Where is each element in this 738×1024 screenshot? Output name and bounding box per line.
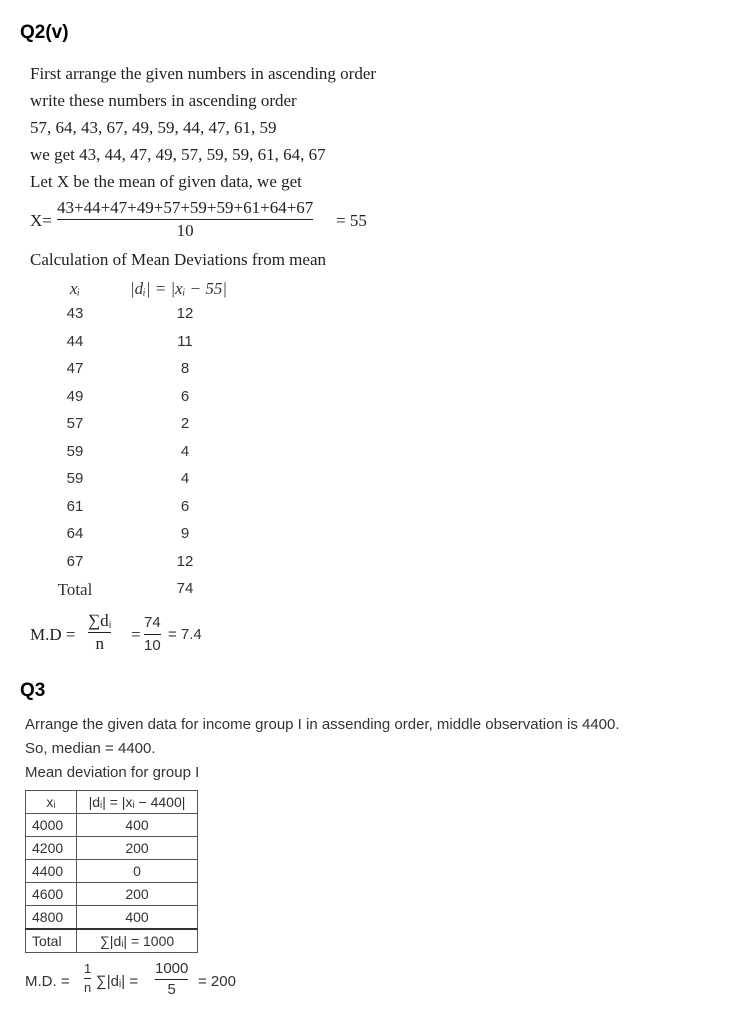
- table-cell: 59: [66, 470, 84, 487]
- table-cell: 0: [77, 860, 198, 883]
- q2-calc-title: Calculation of Mean Deviations from mean: [30, 250, 326, 269]
- q3-line-1: Arrange the given data for income group I in assending order, middle observation is 4400.: [25, 716, 620, 733]
- table-cell: 12: [176, 553, 194, 570]
- q3-line-3: Mean deviation for group I: [25, 764, 200, 781]
- q3-md-fraction-1: [84, 961, 91, 996]
- table-cell: 4000: [26, 814, 77, 837]
- table-cell: 67: [66, 553, 84, 570]
- table-row: [26, 883, 198, 906]
- q2-md-den-1: n: [95, 634, 104, 653]
- q2-heading: Q2(v): [20, 22, 69, 43]
- table-cell: 200: [77, 883, 198, 906]
- table-total-row: [26, 929, 198, 953]
- table-cell: 200: [77, 837, 198, 860]
- q3-heading: Q3: [20, 680, 46, 701]
- q2-mean-numerator: 43+44+47+49+57+59+59+61+64+67: [57, 198, 314, 217]
- q2-total-value: 74: [176, 580, 194, 597]
- table-cell: 64: [66, 525, 84, 542]
- q2-line-3: 57, 64, 43, 67, 49, 59, 44, 47, 61, 59: [30, 118, 277, 137]
- q2-md-num-2: 74: [144, 614, 161, 631]
- table-row: [26, 837, 198, 860]
- q3-md-lhs: M.D. =: [25, 973, 70, 990]
- table-cell: 4800: [26, 906, 77, 930]
- table-cell: 4: [180, 470, 190, 487]
- q2-mean-fraction: [57, 198, 313, 241]
- q2-mean-result: = 55: [336, 211, 367, 230]
- q3-line-2: So, median = 4400.: [25, 740, 156, 757]
- q2-mean-lhs: X=: [30, 211, 52, 230]
- q2-line-1: First arrange the given numbers in ascending order: [30, 64, 377, 83]
- q2-mean-denominator: 10: [176, 221, 194, 240]
- table-cell: 6: [180, 388, 190, 405]
- q2-md-num-1: ∑dᵢ: [88, 611, 112, 630]
- table-row: [26, 814, 198, 837]
- table-cell: 400: [77, 906, 198, 930]
- table-cell: 4: [180, 443, 190, 460]
- table-cell: 8: [180, 360, 190, 377]
- q2-line-2: write these numbers in ascending order: [30, 91, 297, 110]
- fraction-bar: [57, 219, 313, 220]
- q3-md-den-1: n: [84, 980, 92, 995]
- table-cell: 59: [66, 443, 84, 460]
- table-cell: 49: [66, 388, 84, 405]
- q2-line-4: we get 43, 44, 47, 49, 57, 59, 59, 61, 64, 67: [30, 145, 326, 164]
- q3-md-num-1: 1: [84, 961, 92, 976]
- fraction-bar: [155, 979, 188, 980]
- fraction-bar: [144, 634, 161, 635]
- fraction-bar: [88, 632, 111, 633]
- q2-col-di-header: |dᵢ| = |xᵢ − 55|: [130, 279, 228, 298]
- q2-md-fraction-1: [88, 611, 111, 654]
- table-cell: 57: [66, 415, 84, 432]
- q3-md-result: = 200: [198, 973, 236, 990]
- q3-md-sum: ∑|dᵢ| =: [96, 973, 139, 990]
- q3-md-den-2: 5: [167, 981, 176, 998]
- q2-md-result: = 7.4: [168, 626, 202, 643]
- q3-total-label: Total: [26, 929, 77, 953]
- q3-col-xi-header: xᵢ: [26, 791, 77, 814]
- q3-col-di-header: |dᵢ| = |xᵢ − 4400|: [77, 791, 198, 814]
- table-cell: 61: [66, 498, 84, 515]
- q3-md-fraction-2: [155, 960, 188, 999]
- q2-md-lhs: M.D =: [30, 625, 76, 644]
- table-row: [26, 906, 198, 930]
- table-cell: 400: [77, 814, 198, 837]
- q2-total-label: Total: [57, 580, 93, 599]
- q2-md-fraction-2: [144, 613, 161, 656]
- table-header-row: [26, 791, 198, 814]
- table-cell: 12: [176, 305, 194, 322]
- table-cell: 47: [66, 360, 84, 377]
- table-row: [26, 860, 198, 883]
- q3-total-value: ∑|dᵢ| = 1000: [77, 929, 198, 953]
- q2-col-xi-header: xᵢ: [69, 279, 81, 298]
- table-cell: 9: [180, 525, 190, 542]
- table-cell: 4400: [26, 860, 77, 883]
- q2-md-den-2: 10: [144, 637, 161, 654]
- table-cell: 11: [177, 333, 193, 350]
- table-cell: 44: [66, 333, 84, 350]
- q2-line-5: Let X be the mean of given data, we get: [30, 172, 302, 191]
- table-cell: 4200: [26, 837, 77, 860]
- q3-md-num-2: 1000: [155, 960, 189, 977]
- table-cell: 4600: [26, 883, 77, 906]
- q2-md-equals: =: [131, 625, 141, 644]
- table-cell: 43: [66, 305, 84, 322]
- table-cell: 2: [180, 415, 190, 432]
- q3-deviation-table: [25, 790, 198, 953]
- fraction-bar: [84, 978, 91, 979]
- table-cell: 6: [180, 498, 190, 515]
